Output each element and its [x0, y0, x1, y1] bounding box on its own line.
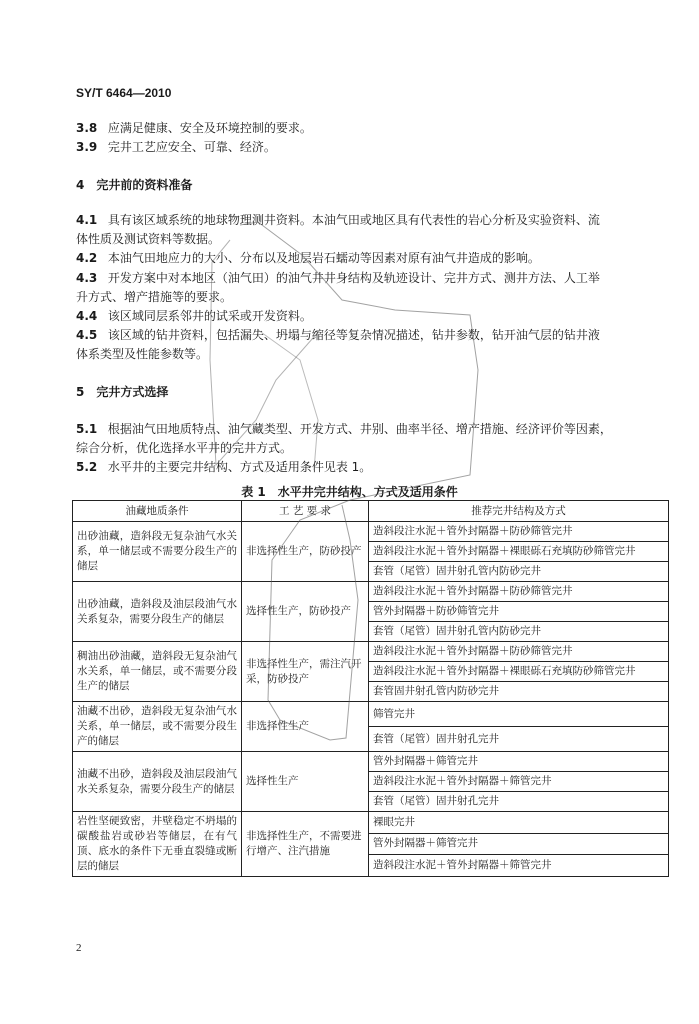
- condition-cell: 稠油出砂油藏，造斜段无复杂油气水关系，单一储层，或不需要分段生产的储层: [73, 642, 242, 702]
- clause-text: 该区域同层系邻井的试采或开发资料。: [107, 309, 312, 323]
- header-condition: 油藏地质条件: [73, 501, 242, 522]
- option-cell: 造斜段注水泥＋管外封隔器＋筛管完井: [369, 772, 669, 792]
- table-caption: 表 1 水平井完井结构、方式及适用条件: [241, 485, 458, 499]
- section-4-heading: 4 完井前的资料准备: [76, 178, 193, 192]
- table-header-row: [73, 501, 669, 522]
- requirement-cell: 选择性生产，防砂投产: [242, 582, 369, 642]
- option-cell: 裸眼完井: [369, 812, 669, 834]
- option-cell: 套管固井射孔管内防砂完井: [369, 682, 669, 702]
- clause-text: 该区域的钻井资料，包括漏失、坍塌与缩径等复杂情况描述，钻井参数，钻开油气层的钻井液: [107, 328, 600, 342]
- clause-text: 根据油气田地质特点、油气藏类型、开发方式、井别、曲率半径、增产措施、经济评价等因素，: [107, 422, 612, 436]
- clause-number: 4.3: [76, 271, 98, 285]
- clause-5-1-cont: 综合分析，优化选择水平井的完井方式。: [76, 441, 293, 455]
- section-5-heading: 5 完井方式选择: [76, 385, 169, 399]
- clause-3-8: [76, 120, 672, 136]
- clause-4-5-cont: 体系类型及性能参数等。: [76, 347, 209, 361]
- header-recommended: 推荐完井结构及方式: [369, 501, 669, 522]
- document-code: SY/T 6464—2010: [76, 86, 172, 100]
- clause-number: 3.8: [76, 121, 98, 135]
- option-cell: 管外封隔器＋筛管完井: [369, 833, 669, 855]
- clause-5-1: [76, 421, 672, 437]
- clause-4-2: [76, 250, 672, 266]
- clause-text: 开发方案中对本地区（油气田）的油气井井身结构及轨迹设计、完井方式、测井方法、人工举: [107, 271, 600, 285]
- clause-number: 4.4: [76, 309, 98, 323]
- option-cell: 套管（尾管）固井射孔管内防砂完井: [369, 622, 669, 642]
- requirement-cell: 非选择性生产: [242, 702, 369, 752]
- condition-cell: 出砂油藏，造斜段及油层段油气水关系复杂，需要分段生产的储层: [73, 582, 242, 642]
- table-row: [73, 582, 669, 602]
- clause-text: 具有该区域系统的地球物理测井资料。本油气田或地区具有代表性的岩心分析及实验资料、流: [107, 213, 600, 227]
- clause-4-3: [76, 270, 672, 286]
- clause-number: 3.9: [76, 140, 98, 154]
- clause-text: 水平井的主要完井结构、方式及适用条件见表 1。: [107, 460, 372, 474]
- table-row: [73, 642, 669, 662]
- completion-table: [72, 500, 669, 877]
- option-cell: 管外封隔器＋筛管完井: [369, 752, 669, 772]
- option-cell: 造斜段注水泥＋管外封隔器＋裸眼砾石充填防砂筛管完井: [369, 662, 669, 682]
- clause-number: 4.1: [76, 213, 98, 227]
- option-cell: 管外封隔器＋防砂筛管完井: [369, 602, 669, 622]
- clause-4-1-cont: 体性质及测试资料等数据。: [76, 232, 221, 246]
- clause-5-2: [76, 459, 672, 475]
- clause-number: 4.2: [76, 251, 98, 265]
- clause-4-5: [76, 327, 672, 343]
- clause-number: 5.2: [76, 460, 98, 474]
- table-row: [73, 702, 669, 727]
- page-number: 2: [76, 942, 82, 954]
- option-cell: 造斜段注水泥＋管外封隔器＋防砂筛管完井: [369, 522, 669, 542]
- option-cell: 造斜段注水泥＋管外封隔器＋防砂筛管完井: [369, 642, 669, 662]
- option-cell: 筛管完井: [369, 702, 669, 727]
- option-cell: 套管（尾管）固井射孔完井: [369, 727, 669, 752]
- clause-text: 本油气田地应力的大小、分布以及地层岩石蠕动等因素对原有油气井造成的影响。: [107, 251, 540, 265]
- option-cell: 造斜段注水泥＋管外封隔器＋裸眼砾石充填防砂筛管完井: [369, 542, 669, 562]
- condition-cell: 出砂油藏，造斜段无复杂油气水关系，单一储层或不需要分段生产的储层: [73, 522, 242, 582]
- condition-cell: 油藏不出砂，造斜段及油层段油气水关系复杂，需要分段生产的储层: [73, 752, 242, 812]
- option-cell: 套管（尾管）固井射孔管内防砂完井: [369, 562, 669, 582]
- table-row: [73, 812, 669, 834]
- clause-4-1: [76, 212, 672, 228]
- table-row: [73, 522, 669, 542]
- clause-4-4: [76, 308, 672, 324]
- clause-text: 完井工艺应安全、可靠、经济。: [107, 140, 276, 154]
- condition-cell: 油藏不出砂，造斜段无复杂油气水关系，单一储层，或不需要分段生产的储层: [73, 702, 242, 752]
- option-cell: 造斜段注水泥＋管外封隔器＋筛管完井: [369, 855, 669, 877]
- requirement-cell: 选择性生产: [242, 752, 369, 812]
- requirement-cell: 非选择性生产，防砂投产: [242, 522, 369, 582]
- condition-cell: 岩性坚硬致密，井壁稳定不坍塌的碳酸盐岩或砂岩等储层，在有气顶、底水的条件下无垂直裂缝或断层的储层: [73, 812, 242, 877]
- table-row: [73, 752, 669, 772]
- clause-3-9: [76, 139, 672, 155]
- option-cell: 造斜段注水泥＋管外封隔器＋防砂筛管完井: [369, 582, 669, 602]
- clause-4-3-cont: 升方式、增产措施等的要求。: [76, 290, 233, 304]
- header-requirement: 工 艺 要 求: [242, 501, 369, 522]
- requirement-cell: 非选择性生产，不需要进行增产、注汽措施: [242, 812, 369, 877]
- clause-number: 4.5: [76, 328, 98, 342]
- option-cell: 套管（尾管）固井射孔完井: [369, 792, 669, 812]
- clause-text: 应满足健康、安全及环境控制的要求。: [107, 121, 312, 135]
- requirement-cell: 非选择性生产，需注汽开采，防砂投产: [242, 642, 369, 702]
- clause-number: 5.1: [76, 422, 98, 436]
